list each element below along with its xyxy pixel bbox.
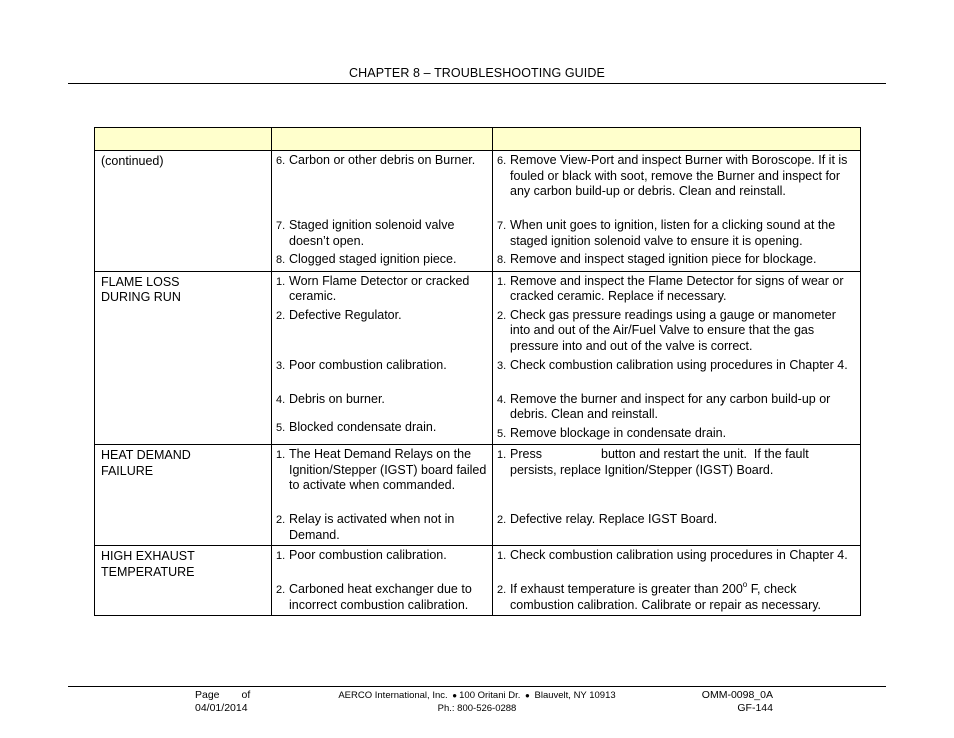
list-item: 5. Remove blockage in condensate drain. — [497, 425, 727, 440]
table-row — [95, 151, 861, 272]
bullet-icon: ● — [452, 691, 458, 700]
list-item: 1. The Heat Demand Relays on the Ignition/Stepper (IGST) board failed to activate when commanded. — [276, 447, 487, 492]
list-item: 1. Press button and restart the unit. If the fault persists, replace Ignition/Stepper (IGST) Board. — [497, 447, 813, 477]
footer-page-info — [195, 689, 250, 715]
list-item: 3. Poor combustion calibration. — [276, 357, 447, 372]
fault-cell — [95, 546, 272, 616]
troubleshooting-table — [94, 127, 861, 616]
fault-cell — [95, 271, 272, 445]
doc-number: OMM-0098_0A — [701, 689, 773, 701]
cause-cell — [272, 271, 493, 445]
company-name: AERCO International, Inc. — [338, 690, 448, 701]
fault-label: FAILURE — [101, 463, 154, 478]
list-item: 7. Staged ignition solenoid valve doesn’t open. — [276, 218, 455, 248]
fault-label: TEMPERATURE — [101, 564, 195, 579]
cause-cell — [272, 546, 493, 616]
column-header-action — [493, 128, 861, 151]
list-item: 2. Defective relay. Replace IGST Board. — [497, 512, 718, 526]
list-item: 6. Carbon or other debris on Burner. — [276, 153, 476, 167]
list-item: 1. Remove and inspect the Flame Detector for signs of wear or cracked ceramic. Replace if necessary. — [497, 273, 844, 303]
table-header-row — [95, 128, 861, 151]
table-row — [95, 271, 861, 445]
list-item: 1. Worn Flame Detector or cracked ceramic. — [276, 273, 470, 303]
list-item: 2. Check gas pressure readings using a gauge or manometer into and out of the Air/Fuel Valve to ensure that the gas pressure into and out of the valve is correct. — [497, 307, 836, 353]
footer-company-info — [337, 689, 617, 715]
table-row — [95, 546, 861, 616]
fault-label: HEAT DEMAND — [101, 448, 191, 462]
address-city: Blauvelt, NY 10913 — [534, 690, 616, 701]
action-cell — [493, 271, 861, 445]
footer-rule — [68, 686, 886, 687]
action-cell — [493, 546, 861, 616]
page-header-title: CHAPTER 8 – TROUBLESHOOTING GUIDE — [349, 66, 605, 80]
cause-cell — [272, 151, 493, 272]
list-item: 2. If exhaust temperature is greater than 200$^o$ F, check combustion calibration. Calibrate or repair as necessary. — [497, 580, 822, 612]
column-header-cause — [272, 128, 493, 151]
form-number: GF-144 — [737, 702, 773, 714]
degree-superscript: o — [742, 580, 748, 589]
list-item: 1. Check combustion calibration using procedures in Chapter 4. — [497, 548, 848, 562]
header-rule — [68, 83, 886, 84]
footer-doc-info — [660, 689, 773, 715]
fault-label: HIGH EXHAUST — [101, 549, 195, 563]
fault-label: FLAME LOSS — [101, 274, 180, 289]
fault-label: (continued) — [101, 154, 164, 168]
cause-cell — [272, 445, 493, 546]
fault-label: DURING RUN — [101, 290, 181, 304]
list-item: 2. Carboned heat exchanger due to incorrect combustion calibration. — [276, 582, 472, 612]
bullet-icon: ● — [525, 691, 530, 700]
list-item: 6. Remove View-Port and inspect Burner with Boroscope. If it is fouled or black with soot, remove the Burner and inspect for any carbon build-up or debris. Clean and reinstall. — [497, 153, 848, 198]
action-cell — [493, 151, 861, 272]
company-phone: Ph.: 800-526-0288 — [437, 703, 517, 714]
list-item: 4. Debris on burner. — [276, 391, 385, 406]
list-item: 8. Remove and inspect staged ignition piece for blockage. — [497, 252, 817, 266]
list-item: 2. Relay is activated when not in Demand. — [276, 512, 455, 542]
fault-cell — [95, 445, 272, 546]
list-item: 3. Check combustion calibration using procedures in Chapter 4. — [497, 357, 848, 372]
page-label: Page — [195, 689, 220, 701]
column-header-fault — [95, 128, 272, 151]
list-item: 1. Poor combustion calibration. — [276, 548, 447, 562]
list-item: 7. When unit goes to ignition, listen for a clicking sound at the staged ignition solenoid valve to ensure it is opening. — [497, 218, 836, 248]
footer-date: 04/01/2014 — [195, 702, 248, 714]
list-item: 8. Clogged staged ignition piece. — [276, 252, 457, 266]
table-row — [95, 445, 861, 546]
fault-cell — [95, 151, 272, 272]
page-of-label: of — [241, 689, 251, 701]
list-item: 4. Remove the burner and inspect for any carbon build-up or debris. Clean and reinstall. — [497, 391, 831, 421]
list-item: 2. Defective Regulator. — [276, 307, 402, 322]
list-item: 5. Blocked condensate drain. — [276, 419, 437, 434]
address-street: 100 Oritani Dr. — [459, 690, 521, 701]
action-cell — [493, 445, 861, 546]
